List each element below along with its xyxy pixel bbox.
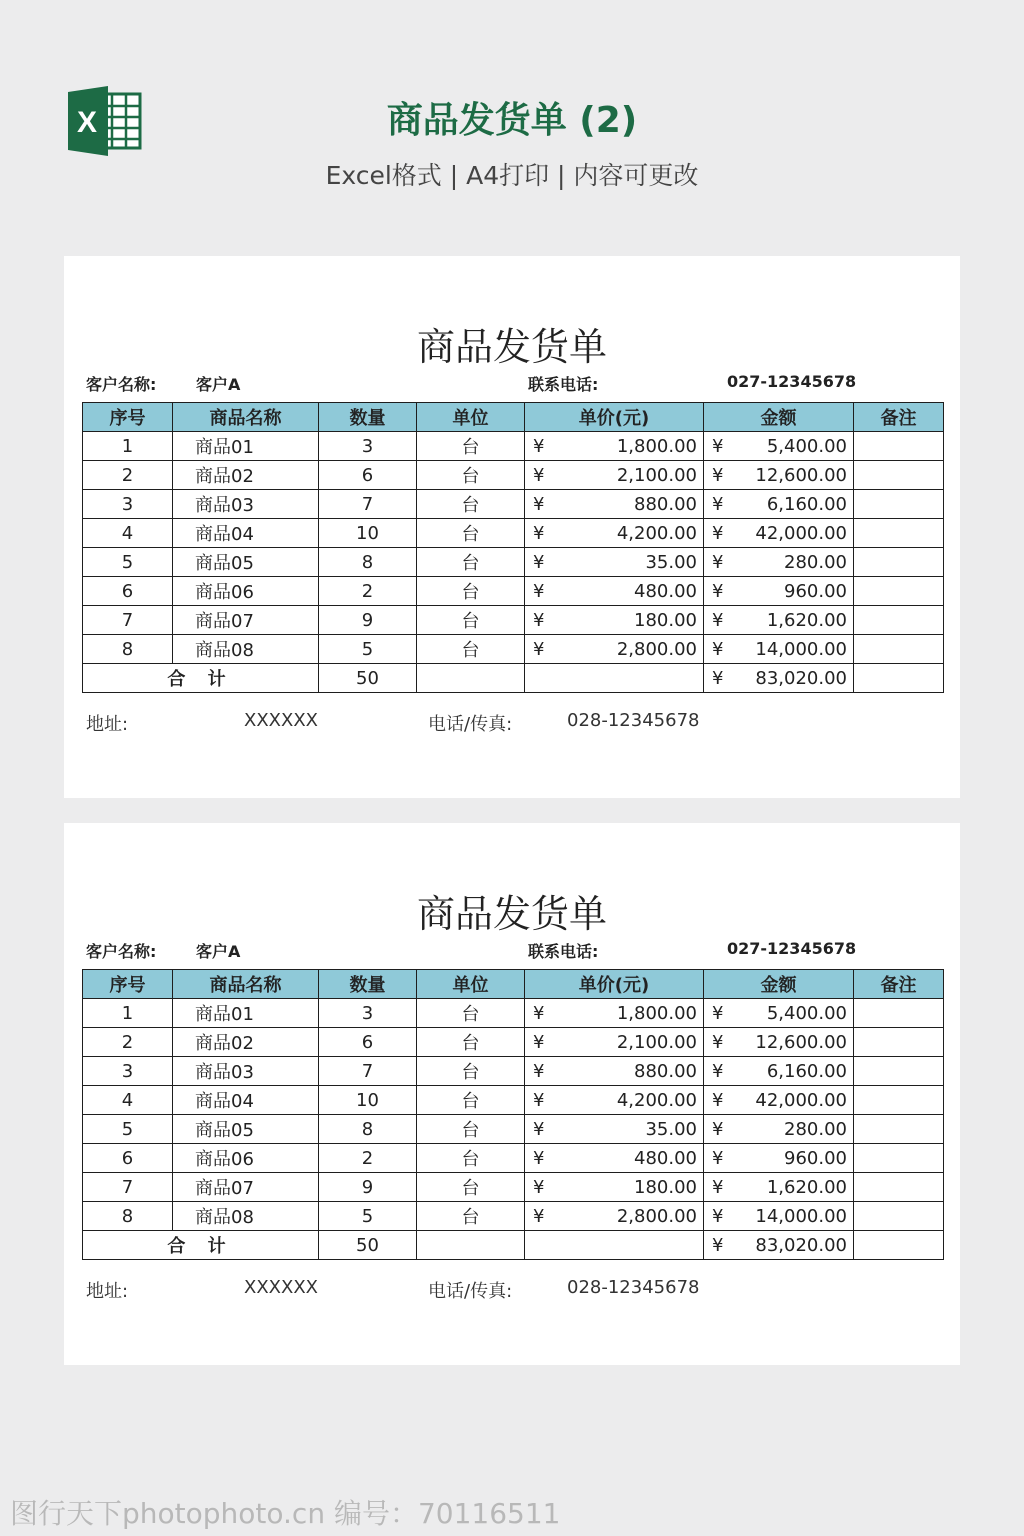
- fax-label: 电话/传真:: [428, 714, 513, 735]
- amount: [704, 461, 854, 490]
- table-row: [83, 1057, 944, 1086]
- fax-value: 028-12345678: [567, 1277, 700, 1298]
- shipping-sheet-2: [64, 823, 960, 1365]
- unit-price: [525, 999, 704, 1028]
- unit-price: [525, 1028, 704, 1057]
- note: [854, 635, 944, 664]
- phone-label: 联系电话:: [528, 942, 599, 961]
- table-row: [83, 1144, 944, 1173]
- row-number: 2: [83, 1028, 173, 1057]
- note: [854, 1144, 944, 1173]
- unit: 台: [417, 999, 525, 1028]
- amount-value: 5,400.00: [766, 435, 847, 457]
- currency-symbol: ¥: [533, 523, 545, 544]
- unit-price: [525, 577, 704, 606]
- column-header: 序号: [83, 970, 173, 999]
- watermark-text: 图行天下photophoto.cn 编号：70116511: [10, 1497, 561, 1530]
- svg-text:X: X: [77, 106, 98, 139]
- amount-value: 5,400.00: [766, 1002, 847, 1024]
- amount: [704, 490, 854, 519]
- quantity: 7: [319, 1057, 417, 1086]
- row-number: 5: [83, 1115, 173, 1144]
- table-row: [83, 1028, 944, 1057]
- currency-symbol: ¥: [533, 1177, 545, 1198]
- amount-value: 6,160.00: [766, 1060, 847, 1082]
- amount: [704, 548, 854, 577]
- currency-symbol: ¥: [712, 668, 724, 689]
- currency-symbol: ¥: [533, 1119, 545, 1140]
- unit-price-value: 1,800.00: [616, 1002, 697, 1024]
- column-header: 单位: [417, 970, 525, 999]
- table-header-row: [83, 403, 944, 432]
- product-name: 商品04: [173, 519, 319, 548]
- amount-value: 12,600.00: [755, 1031, 847, 1053]
- table-row: [83, 1173, 944, 1202]
- currency-symbol: ¥: [533, 610, 545, 631]
- table-row: [83, 1115, 944, 1144]
- currency-symbol: ¥: [712, 465, 724, 486]
- unit-price-value: 2,100.00: [616, 464, 697, 486]
- unit: 台: [417, 1202, 525, 1231]
- unit: 台: [417, 519, 525, 548]
- quantity: 6: [319, 461, 417, 490]
- note: [854, 548, 944, 577]
- amount-value: 1,620.00: [766, 1176, 847, 1198]
- row-number: 5: [83, 548, 173, 577]
- currency-symbol: ¥: [533, 1061, 545, 1082]
- unit: 台: [417, 1028, 525, 1057]
- customer-value: 客户A: [196, 942, 241, 961]
- empty-cell: [525, 664, 704, 693]
- row-number: 2: [83, 461, 173, 490]
- note: [854, 1202, 944, 1231]
- quantity: 9: [319, 1173, 417, 1202]
- quantity: 8: [319, 548, 417, 577]
- unit-price-value: 180.00: [634, 609, 697, 631]
- amount-value: 14,000.00: [755, 1205, 847, 1227]
- currency-symbol: ¥: [712, 494, 724, 515]
- amount: [704, 1028, 854, 1057]
- total-label: 合 计: [83, 1231, 319, 1260]
- empty-cell: [854, 1231, 944, 1260]
- unit-price-value: 4,200.00: [616, 1089, 697, 1111]
- amount-value: 42,000.00: [755, 522, 847, 544]
- product-name: 商品06: [173, 577, 319, 606]
- empty-cell: [417, 1231, 525, 1260]
- currency-symbol: ¥: [712, 1061, 724, 1082]
- address-label: 地址:: [86, 714, 129, 735]
- table-row: [83, 548, 944, 577]
- amount: [704, 432, 854, 461]
- total-amount: [704, 664, 854, 693]
- row-number: 1: [83, 999, 173, 1028]
- note: [854, 1057, 944, 1086]
- note: [854, 1173, 944, 1202]
- amount-value: 280.00: [784, 1118, 847, 1140]
- unit-price: [525, 461, 704, 490]
- phone-label: 联系电话:: [528, 375, 599, 394]
- empty-cell: [417, 664, 525, 693]
- unit: 台: [417, 548, 525, 577]
- quantity: 2: [319, 1144, 417, 1173]
- shipping-sheet-1: [64, 256, 960, 798]
- product-name: 商品07: [173, 606, 319, 635]
- row-number: 7: [83, 1173, 173, 1202]
- quantity: 5: [319, 635, 417, 664]
- currency-symbol: ¥: [533, 1206, 545, 1227]
- unit-price: [525, 1144, 704, 1173]
- amount-value: 960.00: [784, 1147, 847, 1169]
- product-name: 商品08: [173, 1202, 319, 1231]
- amount: [704, 606, 854, 635]
- unit: 台: [417, 635, 525, 664]
- unit-price-value: 880.00: [634, 1060, 697, 1082]
- amount: [704, 1202, 854, 1231]
- currency-symbol: ¥: [712, 581, 724, 602]
- product-name: 商品03: [173, 490, 319, 519]
- row-number: 1: [83, 432, 173, 461]
- column-header: 数量: [319, 403, 417, 432]
- total-amount-value: 83,020.00: [755, 1234, 847, 1256]
- fax-value: 028-12345678: [567, 710, 700, 731]
- unit-price: [525, 635, 704, 664]
- currency-symbol: ¥: [712, 1206, 724, 1227]
- address-value: XXXXXX: [244, 710, 318, 731]
- table-row: [83, 1202, 944, 1231]
- table-row: [83, 999, 944, 1028]
- product-name: 商品01: [173, 432, 319, 461]
- quantity: 8: [319, 1115, 417, 1144]
- column-header: 商品名称: [173, 403, 319, 432]
- unit-price: [525, 1115, 704, 1144]
- note: [854, 432, 944, 461]
- unit-price: [525, 1173, 704, 1202]
- total-amount-value: 83,020.00: [755, 667, 847, 689]
- currency-symbol: ¥: [533, 552, 545, 573]
- amount: [704, 999, 854, 1028]
- note: [854, 1115, 944, 1144]
- unit-price: [525, 1086, 704, 1115]
- currency-symbol: ¥: [533, 1032, 545, 1053]
- product-name: 商品02: [173, 461, 319, 490]
- product-name: 商品08: [173, 635, 319, 664]
- unit-price-value: 35.00: [645, 551, 697, 573]
- currency-symbol: ¥: [712, 436, 724, 457]
- phone-value: 027-12345678: [727, 372, 857, 391]
- sheet-title: 商品发货单: [416, 892, 607, 936]
- unit-price: [525, 548, 704, 577]
- column-header: 序号: [83, 403, 173, 432]
- currency-symbol: ¥: [712, 610, 724, 631]
- table-row: [83, 635, 944, 664]
- amount-value: 12,600.00: [755, 464, 847, 486]
- row-number: 8: [83, 1202, 173, 1231]
- currency-symbol: ¥: [533, 494, 545, 515]
- unit-price: [525, 1057, 704, 1086]
- currency-symbol: ¥: [712, 523, 724, 544]
- currency-symbol: ¥: [533, 1003, 545, 1024]
- currency-symbol: ¥: [533, 465, 545, 486]
- column-header: 数量: [319, 970, 417, 999]
- row-number: 3: [83, 490, 173, 519]
- currency-symbol: ¥: [712, 1032, 724, 1053]
- phone-value: 027-12345678: [727, 939, 857, 958]
- amount: [704, 1173, 854, 1202]
- shipping-table: [82, 402, 944, 693]
- row-number: 3: [83, 1057, 173, 1086]
- product-name: 商品07: [173, 1173, 319, 1202]
- currency-symbol: ¥: [712, 552, 724, 573]
- row-number: 6: [83, 577, 173, 606]
- quantity: 10: [319, 519, 417, 548]
- unit-price-value: 880.00: [634, 493, 697, 515]
- table-row: [83, 461, 944, 490]
- total-quantity: 50: [319, 664, 417, 693]
- address-value: XXXXXX: [244, 1277, 318, 1298]
- quantity: 3: [319, 999, 417, 1028]
- unit: 台: [417, 1115, 525, 1144]
- amount-value: 1,620.00: [766, 609, 847, 631]
- unit-price-value: 480.00: [634, 1147, 697, 1169]
- quantity: 7: [319, 490, 417, 519]
- column-header: 单位: [417, 403, 525, 432]
- quantity: 3: [319, 432, 417, 461]
- total-quantity: 50: [319, 1231, 417, 1260]
- currency-symbol: ¥: [712, 1090, 724, 1111]
- column-header: 备注: [854, 403, 944, 432]
- total-row: [83, 664, 944, 693]
- currency-symbol: ¥: [533, 581, 545, 602]
- currency-symbol: ¥: [712, 1003, 724, 1024]
- column-header: 商品名称: [173, 970, 319, 999]
- column-header: 单价(元): [525, 970, 704, 999]
- currency-symbol: ¥: [533, 639, 545, 660]
- row-number: 7: [83, 606, 173, 635]
- unit-price-value: 2,100.00: [616, 1031, 697, 1053]
- product-name: 商品02: [173, 1028, 319, 1057]
- customer-label: 客户名称:: [86, 942, 157, 961]
- page-title: 商品发货单 (2): [386, 100, 638, 141]
- currency-symbol: ¥: [712, 1235, 724, 1256]
- note: [854, 577, 944, 606]
- amount-value: 14,000.00: [755, 638, 847, 660]
- product-name: 商品01: [173, 999, 319, 1028]
- currency-symbol: ¥: [533, 1090, 545, 1111]
- table-row: [83, 577, 944, 606]
- amount: [704, 1115, 854, 1144]
- row-number: 4: [83, 1086, 173, 1115]
- amount: [704, 577, 854, 606]
- amount: [704, 1144, 854, 1173]
- note: [854, 461, 944, 490]
- table-header-row: [83, 970, 944, 999]
- empty-cell: [525, 1231, 704, 1260]
- sheet-title: 商品发货单: [416, 325, 607, 369]
- quantity: 5: [319, 1202, 417, 1231]
- unit-price: [525, 432, 704, 461]
- amount: [704, 1086, 854, 1115]
- unit-price: [525, 519, 704, 548]
- quantity: 9: [319, 606, 417, 635]
- unit: 台: [417, 1144, 525, 1173]
- unit-price-value: 1,800.00: [616, 435, 697, 457]
- row-number: 4: [83, 519, 173, 548]
- note: [854, 519, 944, 548]
- unit-price: [525, 606, 704, 635]
- amount: [704, 635, 854, 664]
- unit: 台: [417, 490, 525, 519]
- shipping-table: [82, 969, 944, 1260]
- total-label: 合 计: [83, 664, 319, 693]
- unit-price-value: 2,800.00: [616, 1205, 697, 1227]
- unit-price-value: 35.00: [645, 1118, 697, 1140]
- product-name: 商品04: [173, 1086, 319, 1115]
- page-subtitle: Excel格式 | A4打印 | 内容可更改: [325, 161, 699, 190]
- total-amount: [704, 1231, 854, 1260]
- address-label: 地址:: [86, 1281, 129, 1302]
- unit: 台: [417, 1086, 525, 1115]
- note: [854, 490, 944, 519]
- product-name: 商品03: [173, 1057, 319, 1086]
- currency-symbol: ¥: [712, 1177, 724, 1198]
- row-number: 8: [83, 635, 173, 664]
- unit-price-value: 4,200.00: [616, 522, 697, 544]
- unit: 台: [417, 461, 525, 490]
- currency-symbol: ¥: [712, 639, 724, 660]
- unit: 台: [417, 606, 525, 635]
- quantity: 10: [319, 1086, 417, 1115]
- currency-symbol: ¥: [712, 1148, 724, 1169]
- unit: 台: [417, 1057, 525, 1086]
- note: [854, 999, 944, 1028]
- total-row: [83, 1231, 944, 1260]
- table-row: [83, 519, 944, 548]
- unit: 台: [417, 577, 525, 606]
- note: [854, 1086, 944, 1115]
- amount: [704, 1057, 854, 1086]
- customer-label: 客户名称:: [86, 375, 157, 394]
- customer-value: 客户A: [196, 375, 241, 394]
- table-row: [83, 490, 944, 519]
- unit-price: [525, 1202, 704, 1231]
- unit-price-value: 480.00: [634, 580, 697, 602]
- unit: 台: [417, 432, 525, 461]
- fax-label: 电话/传真:: [428, 1281, 513, 1302]
- currency-symbol: ¥: [533, 436, 545, 457]
- column-header: 金额: [704, 970, 854, 999]
- product-name: 商品05: [173, 1115, 319, 1144]
- table-row: [83, 432, 944, 461]
- quantity: 2: [319, 577, 417, 606]
- amount: [704, 519, 854, 548]
- amount-value: 42,000.00: [755, 1089, 847, 1111]
- column-header: 备注: [854, 970, 944, 999]
- note: [854, 1028, 944, 1057]
- product-name: 商品05: [173, 548, 319, 577]
- note: [854, 606, 944, 635]
- amount-value: 6,160.00: [766, 493, 847, 515]
- amount-value: 960.00: [784, 580, 847, 602]
- unit-price-value: 180.00: [634, 1176, 697, 1198]
- currency-symbol: ¥: [533, 1148, 545, 1169]
- unit: 台: [417, 1173, 525, 1202]
- column-header: 单价(元): [525, 403, 704, 432]
- amount-value: 280.00: [784, 551, 847, 573]
- table-row: [83, 1086, 944, 1115]
- unit-price: [525, 490, 704, 519]
- unit-price-value: 2,800.00: [616, 638, 697, 660]
- product-name: 商品06: [173, 1144, 319, 1173]
- quantity: 6: [319, 1028, 417, 1057]
- table-row: [83, 606, 944, 635]
- row-number: 6: [83, 1144, 173, 1173]
- empty-cell: [854, 664, 944, 693]
- currency-symbol: ¥: [712, 1119, 724, 1140]
- column-header: 金额: [704, 403, 854, 432]
